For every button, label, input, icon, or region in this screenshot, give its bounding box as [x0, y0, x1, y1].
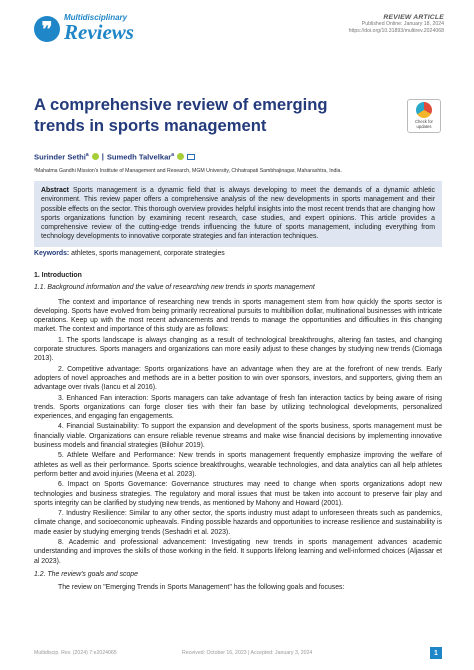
page-header — [34, 12, 444, 62]
paragraph: 6. Impact on Sports Governance: Governance structures may need to change when sports organizations adopt new technologies and business strategies. The regulatory and moral issues that must be taken into account to preserve fair play and sports integrity can be clarified by studying new trends, as mentioned by Mahony and Howard (2001). — [34, 481, 442, 507]
author-1[interactable]: Surinder Sethi$^a$ — [34, 152, 89, 162]
orcid-icon[interactable] — [92, 153, 99, 160]
paragraph: 2. Competitive advantage: Sports organizations have an advantage when they are at the forefront of new trends. Early adopters of novel approaches and methods are in a better position to win over sponsors, investors, and supporters, giving them an advantage over rivals (Iancu et al 2016). — [34, 365, 442, 392]
subsection-heading: 1.1. Background information and the value of researching new trends in sports management — [34, 284, 315, 292]
check-for-updates-badge[interactable] — [407, 99, 441, 133]
doi-link[interactable]: https://doi.org/10.31893/multirev.2024068 — [348, 28, 444, 34]
author-2[interactable]: Sumedh Talvelkar$^a$ — [106, 152, 175, 162]
published-date: Published Online: January 18, 2024 — [361, 21, 444, 27]
footer-citation: Multidiscip. Rev. (2024) 7:e2024065 — [34, 650, 117, 656]
keywords-label: Keywords: — [34, 250, 70, 257]
author-separator: | — [101, 152, 104, 162]
paragraph: 7. Industry Resilience: Similar to any other sector, the sports industry must adapt to unforeseen threats such as pandemics, climate change, and socioeconomic upheavals. Finding possible hazards and opportunities to increase resilience and sustainability is made easier by studying emerging trends (Seshadri et al. 2023). — [34, 510, 442, 536]
paragraph: The review on "Emerging Trends in Sports Management" has the following goals and focuses: — [58, 584, 345, 592]
article-meta — [349, 14, 444, 35]
journal-logo — [34, 14, 134, 43]
section-heading: 1. Introduction — [34, 272, 82, 279]
journal-name-main: Reviews — [64, 20, 134, 44]
affiliation: ᵃMahatma Gandhi Mission's Institute of Management and Research, MGM University, Chhatrapati Sambhajinagar, Maharashtra, India. — [34, 168, 342, 174]
keywords — [34, 249, 442, 258]
abstract-text: Sports management is a dynamic field that is always developing to meet the demands of a dynamic athletic environment. This review paper offers a comprehensive analysis of the new developments in sports management and their possible effects on the sector. This thorough overview provides helpful insights into the most recent trends that are changing how sports organizations function by examining recent research, case studies, and expert opinions. This article provides a comprehensive review of the cutting-edge trends influencing the future of sports management, including everything from technology developments to innovative corporate strategies and fan interaction techniques. — [41, 187, 435, 241]
footer-dates: Received: October 16, 2023 | Accepted: January 3, 2024 — [182, 650, 313, 656]
article-title: A comprehensive review of emerging trends in sports management — [34, 95, 328, 135]
article-body — [34, 271, 442, 594]
crossmark-label: Check for updates — [415, 119, 433, 129]
paragraph: 5. Athlete Welfare and Performance: New trends in sports management frequently emphasize improving the welfare of athletes as well as their performance. Sports science breakthroughs, wearable technologies, and data analytics can all help athletes perform better and avoid injuries (Meena et al. 2023). — [34, 452, 442, 478]
article-type: REVIEW ARTICLE — [383, 14, 444, 21]
paragraph: 3. Enhanced Fan interaction: Sports managers can take advantage of fresh fan interaction tactics by being aware of rising trends. Sports organizations can forge closer ties with their fan base by utilizing technological developments, personalized experiences, and engaging fan engagements. — [34, 394, 442, 421]
author-list — [34, 152, 195, 162]
quote-icon: ❞ — [34, 16, 60, 42]
abstract-label: Abstract — [41, 187, 69, 194]
abstract-box — [34, 181, 442, 247]
subsection-heading: 1.2. The review's goals and scope — [34, 570, 138, 578]
page-number: 1 — [430, 647, 442, 659]
orcid-icon[interactable] — [177, 153, 184, 160]
paragraph: The context and importance of researching new trends in sports management stem from how quickly the sports sector is developing. Sports have evolved from being primarily recreational pursuits to multibillion dollar, multinational businesses with intricate operations. Keep up with the most recent advancements and trends to manage the opportunities and difficulties in this changing market. The context and importance of this study are as follows: — [34, 298, 442, 334]
journal-name-top: Multidisciplinary — [64, 13, 128, 22]
crossmark-icon — [416, 102, 432, 118]
keywords-text: athletes, sports management, corporate strategies — [71, 250, 225, 257]
email-icon[interactable] — [187, 154, 195, 160]
paragraph: 1. The sports landscape is always changing as a result of technological breakthroughs, altering fan tastes, and changing corporate structures. Sports managers and organizations can more easily adjust to these changes by studying new trends (Ciomaga 2013). — [34, 336, 442, 363]
paragraph: 8. Academic and professional advancement: Investigating new trends in sports management advances academic understanding and improves the skills of those working in the field. It supports lifelong learning and well-informed choices (Aljassar et al 2023). — [34, 539, 442, 565]
paragraph: 4. Financial Sustainability: To support the expansion and development of the sports business, sports management must be financially viable. Organizations can ensure reliable revenue streams and make wise financial decisions by implementing innovative business models and financial strategies (Bilohur 2019). — [34, 423, 442, 450]
